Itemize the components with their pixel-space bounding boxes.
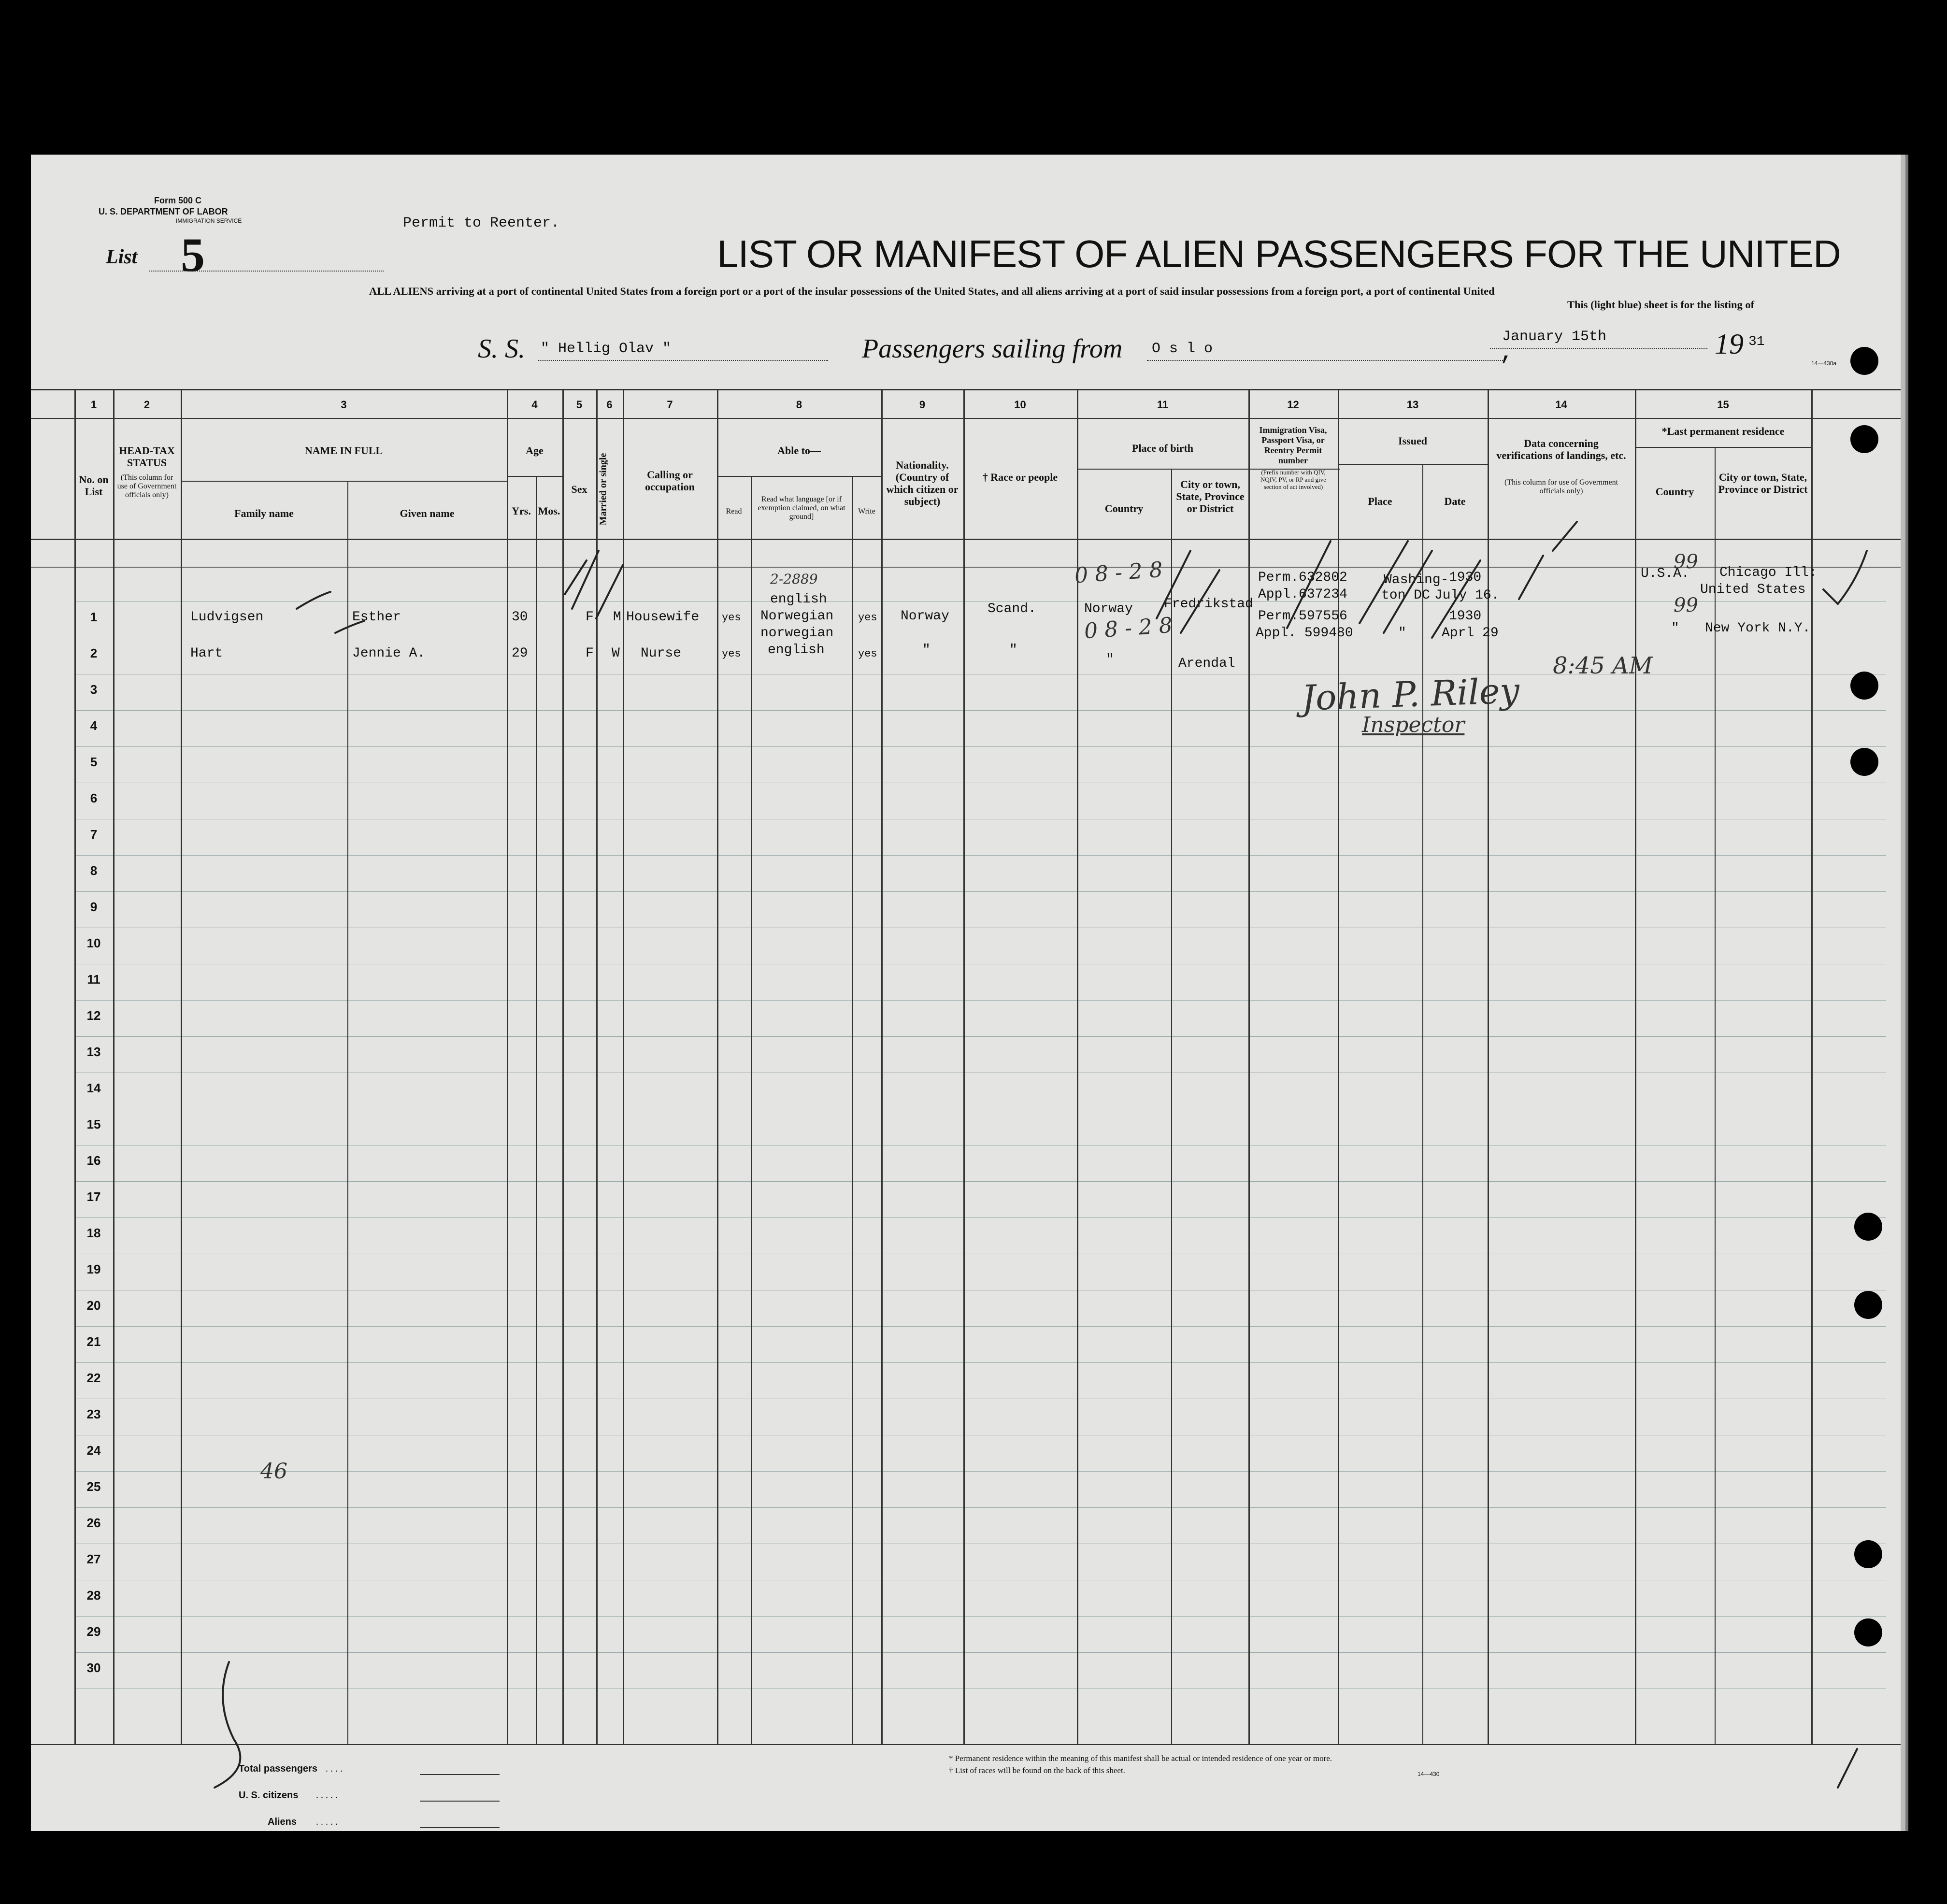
aliens-line <box>420 1827 500 1828</box>
row-number: 13 <box>86 1045 101 1059</box>
footnote-races: † List of races will be found on the back of this sheet. <box>949 1766 1125 1775</box>
family-name: Hart <box>190 646 223 661</box>
occupation: Nurse <box>641 646 682 661</box>
visa-number-2: Appl.637234 <box>1258 587 1347 602</box>
check-mark <box>1823 589 1838 604</box>
header-write: Write <box>858 507 875 515</box>
sailing-label: Passengers sailing from <box>862 334 1123 364</box>
binder-hole <box>1850 347 1878 375</box>
us-citizens-line <box>420 1801 500 1802</box>
header-given-name: Given name <box>400 507 455 519</box>
age: 29 <box>512 646 528 661</box>
nationality: " <box>922 643 931 658</box>
row-number: 7 <box>90 827 98 842</box>
header-issued-date: Date <box>1444 495 1466 507</box>
total-passengers-label: Total passengers <box>239 1763 318 1774</box>
row-number: 8 <box>90 863 98 878</box>
header-no-on-list: No. on List <box>79 473 109 498</box>
row-number: 1 <box>90 610 98 624</box>
row-number: 17 <box>86 1189 101 1204</box>
binder-hole <box>1850 672 1878 700</box>
colnum-8: 8 <box>796 399 802 411</box>
header-birth-city: City or town, State, Province or District <box>1176 478 1245 515</box>
res-country: U.S.A. <box>1641 566 1689 581</box>
row-number: 22 <box>86 1371 101 1385</box>
colnum-6: 6 <box>606 399 613 411</box>
sex: F <box>586 610 594 625</box>
check-mark <box>1384 551 1432 633</box>
row-number: 5 <box>90 755 98 769</box>
header-name-in-full: NAME IN FULL <box>304 444 383 457</box>
language-2: english <box>770 592 827 607</box>
handwritten-code: 0 8 - 2 8 <box>1083 613 1174 644</box>
marital-status: W <box>612 646 620 661</box>
check-mark <box>297 592 330 609</box>
row-number: 2 <box>90 646 98 660</box>
check-mark <box>1519 556 1543 599</box>
header-able-to: Able to— <box>777 444 821 457</box>
colnum-9: 9 <box>919 399 926 411</box>
marital-status: M <box>613 610 621 625</box>
language: Norwegian <box>760 609 834 624</box>
colnum-2: 2 <box>143 399 150 411</box>
colnum-11: 11 <box>1157 399 1169 411</box>
footnote-residence: * Permanent residence within the meaning of this manifest shall be actual or intended residence of one year or more. <box>949 1754 1332 1763</box>
issued-date: 1930 <box>1449 609 1482 624</box>
row-number: 15 <box>86 1117 101 1131</box>
header-nationality: Nationality. (Country of which citizen or subject) <box>886 459 959 507</box>
row-number: 19 <box>86 1262 101 1276</box>
list-number: 5 <box>181 228 205 282</box>
age: 30 <box>512 610 528 625</box>
header-family-name: Family name <box>234 507 294 519</box>
inspection-time: 8:45 AM <box>1553 652 1653 679</box>
colnum-5: 5 <box>576 399 583 411</box>
manifest-subtitle-2: This (light blue) sheet is for the listing of <box>1567 299 1755 311</box>
aliens-label: Aliens <box>268 1817 297 1827</box>
binder-hole <box>1850 425 1878 453</box>
header-sex: Sex <box>571 483 587 495</box>
handwritten-code: 99 <box>1674 551 1698 573</box>
department: U. S. DEPARTMENT OF LABOR <box>99 207 228 216</box>
issued-place-2: ton DC <box>1381 588 1430 603</box>
row-number: 21 <box>86 1334 101 1349</box>
nationality: Norway <box>901 609 949 624</box>
row-number: 9 <box>90 900 98 914</box>
row-number: 14 <box>86 1081 101 1095</box>
colnum-4: 4 <box>531 399 538 411</box>
given-name: Jennie A. <box>352 646 426 661</box>
binder-hole <box>1850 748 1878 776</box>
binder-hole <box>1854 1291 1882 1319</box>
total-passengers-line <box>420 1774 500 1775</box>
handwritten-code: 99 <box>1674 594 1698 616</box>
row-number: 4 <box>90 718 98 733</box>
row-number: 20 <box>86 1298 101 1313</box>
visa-number: Perm.597556 <box>1258 609 1347 624</box>
comma: , <box>1500 339 1515 367</box>
row-number: 11 <box>87 972 100 987</box>
row-number: 16 <box>86 1153 101 1168</box>
handwritten-marks <box>31 155 1901 1831</box>
row-number: 27 <box>86 1552 101 1566</box>
birth-city: Fredrikstad <box>1164 597 1253 612</box>
colnum-12: 12 <box>1287 399 1299 411</box>
page-number: 46 <box>260 1459 287 1484</box>
occupation: Housewife <box>626 610 700 625</box>
list-label: List <box>106 246 138 268</box>
check-mark <box>565 560 587 594</box>
issued-place: " <box>1398 626 1406 641</box>
row-number: 29 <box>86 1624 101 1639</box>
permit-note: Permit to Reenter. <box>403 215 560 231</box>
dot-leader: . . . . . <box>316 1817 338 1827</box>
corner-code: 14—430a <box>1811 360 1837 367</box>
header-calling: Calling or occupation <box>645 469 695 493</box>
check-mark <box>1432 560 1480 638</box>
row-number: 30 <box>86 1661 101 1675</box>
given-name: Esther <box>352 610 401 625</box>
issued-date-2: July 16. <box>1434 588 1500 603</box>
language: norwegian <box>760 626 834 641</box>
issued-date: 1930 <box>1449 570 1482 585</box>
header-landings-note: (This column for use of Government officials only) <box>1504 478 1618 495</box>
year-prefix: 19 <box>1715 328 1744 360</box>
colnum-3: 3 <box>341 399 347 411</box>
check-mark <box>1838 1749 1857 1788</box>
row-number: 3 <box>90 682 98 697</box>
year-suffix: 31 <box>1748 334 1765 349</box>
ss-label: S. S. <box>478 334 525 364</box>
inspector-title: Inspector <box>1362 713 1465 737</box>
manifest-subtitle-1: ALL ALIENS arriving at a port of continental United States from a foreign port or a port of the insular possessions of the United States, and all aliens arriving at a port of said insular possessions from a foreign port, a port of continental United <box>369 285 1495 297</box>
can-read: yes <box>722 648 741 660</box>
check-mark <box>1553 522 1577 551</box>
binder-hole <box>1854 1213 1882 1241</box>
header-read: Read <box>726 507 742 515</box>
family-name: Ludvigsen <box>190 610 264 625</box>
handwritten-code: 2-2889 <box>770 571 818 587</box>
service: IMMIGRATION SERVICE <box>176 217 242 224</box>
header-landings: Data concerning verifications of landings, etc. <box>1496 437 1626 461</box>
header-mos: Mos. <box>538 505 560 517</box>
inspector-signature: John P. Riley <box>1301 670 1520 718</box>
header-head-tax: HEAD-TAX STATUS <box>119 444 175 469</box>
binder-hole <box>1854 1540 1882 1568</box>
res-city-2: United States <box>1700 582 1806 597</box>
row-number: 26 <box>86 1516 101 1530</box>
row-number: 24 <box>86 1443 101 1458</box>
footnote-code: 14—430 <box>1417 1771 1440 1777</box>
sex: F <box>586 646 594 661</box>
us-citizens-label: U. S. citizens <box>239 1790 299 1801</box>
visa-number-2: Appl. 599480 <box>1256 626 1353 641</box>
res-country: " <box>1671 621 1679 636</box>
sailing-date: January 15th <box>1502 329 1607 345</box>
res-city: Chicago Ill: <box>1719 565 1817 580</box>
row-number: 10 <box>86 936 101 950</box>
colnum-7: 7 <box>667 399 673 411</box>
header-issued-place: Place <box>1368 495 1392 507</box>
colnum-13: 13 <box>1406 399 1419 411</box>
check-mark <box>572 551 599 609</box>
row-number: 28 <box>86 1588 101 1603</box>
issued-date-2: Aprl 29 <box>1442 626 1499 641</box>
dot-leader: . . . . <box>326 1763 343 1774</box>
check-mark <box>215 1662 240 1788</box>
binder-hole <box>1854 1618 1882 1646</box>
can-write: yes <box>858 648 877 660</box>
port-name: O s l o <box>1152 341 1213 357</box>
header-birth-country: Country <box>1104 502 1144 515</box>
header-married: Married or single <box>598 453 609 526</box>
row-number: 18 <box>86 1226 101 1240</box>
header-read-language: Read what language [or if exemption claimed, on what ground] <box>758 495 845 521</box>
ship-name: " Hellig Olav " <box>541 341 672 357</box>
visa-number: Perm.632802 <box>1258 570 1347 585</box>
check-mark <box>335 621 364 633</box>
form-number: Form 500 C <box>154 196 202 205</box>
check-mark <box>1287 541 1331 628</box>
header-race: † Race or people <box>982 471 1058 483</box>
row-number: 23 <box>86 1407 101 1421</box>
header-visa-note: (Prefix number with QIV, NQIV, PV, or RP and give section of act involved) <box>1260 469 1326 490</box>
race: " <box>1009 643 1017 658</box>
header-issued: Issued <box>1398 435 1427 447</box>
res-city: New York N.Y. <box>1705 621 1811 636</box>
can-read: yes <box>722 612 741 624</box>
header-res-city: City or town, State, Province or District <box>1718 471 1808 495</box>
colnum-15: 15 <box>1717 399 1729 411</box>
header-visa: Immigration Visa, Passport Visa, or Reentry Permit number <box>1259 425 1327 465</box>
language-2: english <box>768 643 825 658</box>
can-write: yes <box>858 612 877 624</box>
header-last-residence: *Last permanent residence <box>1661 425 1785 437</box>
check-mark <box>1181 570 1219 633</box>
check-mark <box>596 565 623 618</box>
race: Scand. <box>988 601 1036 616</box>
header-head-tax-note: (This column for use of Government officials only) <box>117 473 177 499</box>
check-mark <box>1157 551 1190 618</box>
check-mark <box>1838 551 1867 604</box>
birth-city: Arendal <box>1178 656 1235 671</box>
colnum-1: 1 <box>90 399 97 411</box>
manifest-sheet <box>31 155 1905 1831</box>
header-place-of-birth: Place of birth <box>1131 442 1194 454</box>
row-number: 25 <box>86 1479 101 1494</box>
issued-place: Washing- <box>1384 573 1449 587</box>
row-number: 12 <box>86 1008 101 1023</box>
check-mark <box>1360 541 1408 623</box>
birth-country: " <box>1106 652 1114 667</box>
manifest-title: LIST OR MANIFEST OF ALIEN PASSENGERS FOR THE UNITED <box>717 232 1841 275</box>
header-res-country: Country <box>1655 486 1694 498</box>
colnum-14: 14 <box>1555 399 1567 411</box>
header-age: Age <box>526 444 544 457</box>
birth-country: Norway <box>1084 601 1133 616</box>
handwritten-code: 0 8 - 2 8 <box>1074 557 1164 588</box>
dot-leader: . . . . . <box>316 1790 338 1801</box>
colnum-10: 10 <box>1014 399 1026 411</box>
header-yrs: Yrs. <box>512 505 531 517</box>
row-number: 6 <box>90 791 98 805</box>
